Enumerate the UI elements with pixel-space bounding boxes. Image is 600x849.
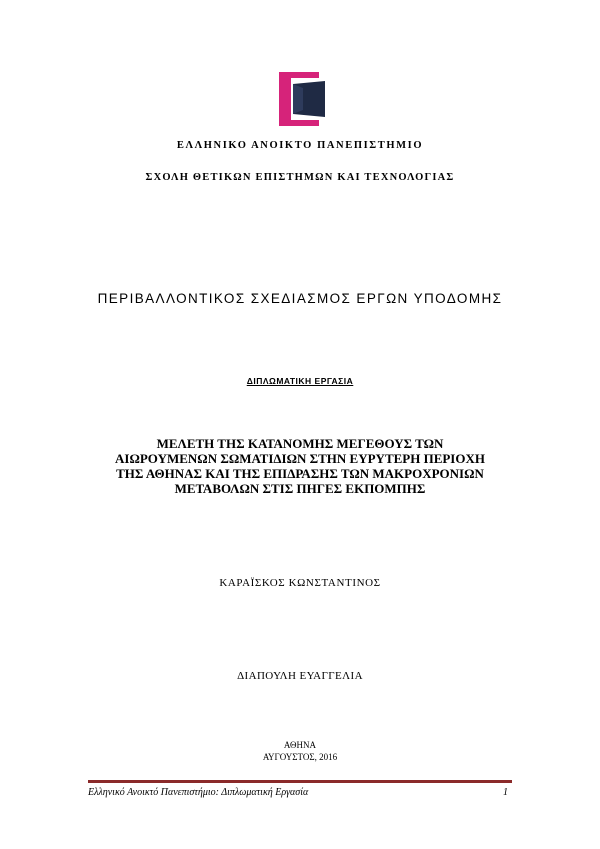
thesis-title-line: ΜΕΤΑΒΟΛΩΝ ΣΤΙΣ ΠΗΓΕΣ ΕΚΠΟΜΠΗΣ bbox=[174, 481, 426, 496]
program-name: ΠΕΡΙΒΑΛΛΟΝΤΙΚΟΣ ΣΧΕΔΙΑΣΜΟΣ ΕΡΓΩΝ ΥΠΟΔΟΜΗΣ bbox=[97, 291, 503, 306]
thesis-title-line: ΑΙΩΡΟΥΜΕΝΩΝ ΣΩΜΑΤΙΔΙΩΝ ΣΤΗΝ ΕΥΡΥΤΕΡΗ ΠΕΡΙΟΧΗ bbox=[115, 451, 485, 466]
thesis-title-line: ΜΕΛΕΤΗ ΤΗΣ ΚΑΤΑΝΟΜΗΣ ΜΕΓΕΘΟΥΣ ΤΩΝ bbox=[156, 436, 444, 451]
school-name: ΣΧΟΛΗ ΘΕΤΙΚΩΝ ΕΠΙΣΤΗΜΩΝ ΚΑΙ ΤΕΧΝΟΛΟΓΙΑΣ bbox=[145, 172, 455, 183]
footer-text: Ελληνικό Ανοικτό Πανεπιστήμιο: Διπλωματική Εργασία bbox=[88, 787, 309, 798]
supervisor-name: ΔΙΑΠΟΥΛΗ ΕΥΑΓΓΕΛΙΑ bbox=[237, 670, 363, 682]
thesis-type: ΔΙΠΛΩΜΑΤΙΚΗ ΕΡΓΑΣΙΑ bbox=[246, 376, 354, 386]
date: ΑΥΓΟΥΣΤΟΣ, 2016 bbox=[262, 752, 338, 762]
thesis-title bbox=[0, 436, 600, 496]
footer-divider bbox=[88, 780, 512, 783]
thesis-title-line: ΤΗΣ ΑΘΗΝΑΣ ΚΑΙ ΤΗΣ ΕΠΙΔΡΑΣΗΣ ΤΩΝ ΜΑΚΡΟΧΡΟΝΙΩΝ bbox=[116, 466, 484, 481]
author-name: ΚΑΡΑΪΣΚΟΣ ΚΩΝΣΤΑΝΤΙΝΟΣ bbox=[219, 577, 381, 589]
university-logo-icon bbox=[279, 72, 325, 126]
city: ΑΘΗΝΑ bbox=[283, 740, 317, 750]
page-number: 1 bbox=[503, 787, 508, 798]
university-name: ΕΛΛΗΝΙΚΟ ΑΝΟΙΚΤΟ ΠΑΝΕΠΙΣΤΗΜΙΟ bbox=[176, 140, 424, 151]
